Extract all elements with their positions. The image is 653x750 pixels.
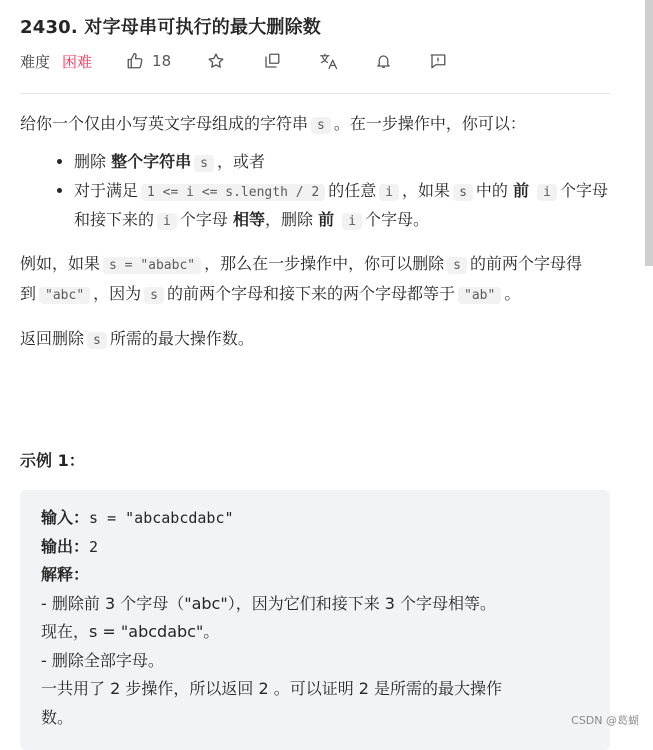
text: 个字母和接下来的 xyxy=(74,181,608,229)
text: 给你一个仅由小写英文字母组成的字符串 xyxy=(20,114,309,133)
like-count: 18 xyxy=(152,52,172,70)
problem-description xyxy=(20,110,610,355)
watermark: CSDN @葛蝴 xyxy=(571,714,639,727)
input-label: 输入： xyxy=(41,508,90,527)
example-explain-label xyxy=(41,561,502,590)
inline-code: "ab" xyxy=(458,287,501,304)
example-content xyxy=(41,504,502,732)
bold-text: 相等 xyxy=(232,210,265,229)
description-paragraph xyxy=(20,250,610,310)
list-item xyxy=(74,148,610,177)
like-button[interactable] xyxy=(126,52,171,70)
rules-list xyxy=(20,148,610,235)
bold-text: 前 xyxy=(318,210,335,229)
translate-button[interactable] xyxy=(319,52,339,70)
text: 的任意 xyxy=(328,181,377,200)
star-icon xyxy=(207,52,225,70)
inline-code: "abc" xyxy=(39,287,90,304)
text: 所需的最大操作数。 xyxy=(109,329,254,348)
text: 的前两个字母和接下来的两个字母都等于 xyxy=(167,284,456,303)
inline-code: i xyxy=(379,184,399,201)
example-title: 示例 1： xyxy=(20,451,85,470)
input-value: s = "abcabcdabc" xyxy=(89,509,234,527)
inline-code: s xyxy=(453,184,473,201)
explanation-line: - 删除前 3 个字母（"abc"），因为它们和接下来 3 个字母相等。 xyxy=(41,593,497,613)
description-paragraph xyxy=(20,110,610,140)
text: ，或者 xyxy=(216,152,265,171)
output-value: 2 xyxy=(89,537,99,556)
translate-icon xyxy=(319,52,339,70)
text: 。在一步操作中，你可以： xyxy=(333,114,526,133)
thumbs-up-icon xyxy=(126,52,144,70)
example-output-line xyxy=(41,533,502,562)
inline-code: i xyxy=(537,184,557,201)
list-item xyxy=(74,177,610,235)
text: ，那么在一步操作中，你可以删除 xyxy=(204,254,445,273)
difficulty-badge: 困难 xyxy=(62,52,93,71)
explanation-line: 数。 xyxy=(41,707,74,727)
inline-code: s xyxy=(447,257,467,274)
bell-icon xyxy=(375,52,392,70)
feedback-icon xyxy=(429,52,447,70)
text: 返回删除 xyxy=(20,329,85,348)
text: 个字母 xyxy=(179,210,228,229)
output-label: 输出： xyxy=(41,536,90,556)
text: ，如果 xyxy=(402,181,451,200)
inline-code: 1 <= i <= s.length / 2 xyxy=(141,184,325,201)
page-title: 2430. 对字母串可执行的最大删除数 xyxy=(20,17,322,38)
explanation-line: 现在，s = "abcdabc"。 xyxy=(41,622,220,641)
example-block xyxy=(20,490,610,750)
text: 例如，如果 xyxy=(20,254,101,273)
inline-code: i xyxy=(157,213,177,230)
explain-label: 解释： xyxy=(41,565,90,584)
text: 中的 xyxy=(475,181,508,200)
scrollbar[interactable] xyxy=(645,0,653,266)
bold-text: 前 xyxy=(513,181,530,200)
bold-text: 整个字符串 xyxy=(111,152,192,171)
notify-button[interactable] xyxy=(375,52,392,70)
example-input-line xyxy=(41,504,502,533)
share-button[interactable] xyxy=(263,52,281,70)
favorite-button[interactable] xyxy=(207,52,225,70)
share-icon xyxy=(263,52,281,70)
explanation-line: 一共用了 2 步操作，所以返回 2 。可以证明 2 是所需的最大操作 xyxy=(41,679,503,698)
divider xyxy=(20,93,610,94)
difficulty-label: 难度 xyxy=(20,52,51,71)
text: ，删除 xyxy=(264,210,313,229)
inline-code: s xyxy=(194,155,214,172)
text: 的前两个字母得到 xyxy=(20,254,582,303)
description-paragraph xyxy=(20,325,610,355)
explanation-line: - 删除全部字母。 xyxy=(41,650,164,670)
text: 个字母。 xyxy=(365,210,430,229)
inline-code: s xyxy=(144,287,164,304)
inline-code: s xyxy=(311,117,331,134)
text: 。 xyxy=(504,284,521,303)
inline-code: s = "ababc" xyxy=(103,257,201,274)
text: ，因为 xyxy=(93,284,142,303)
problem-meta-bar xyxy=(20,50,447,72)
text: 删除 xyxy=(74,152,107,171)
inline-code: s xyxy=(87,332,107,349)
feedback-button[interactable] xyxy=(429,52,447,70)
text: 对于满足 xyxy=(74,181,139,200)
inline-code: i xyxy=(342,213,362,230)
